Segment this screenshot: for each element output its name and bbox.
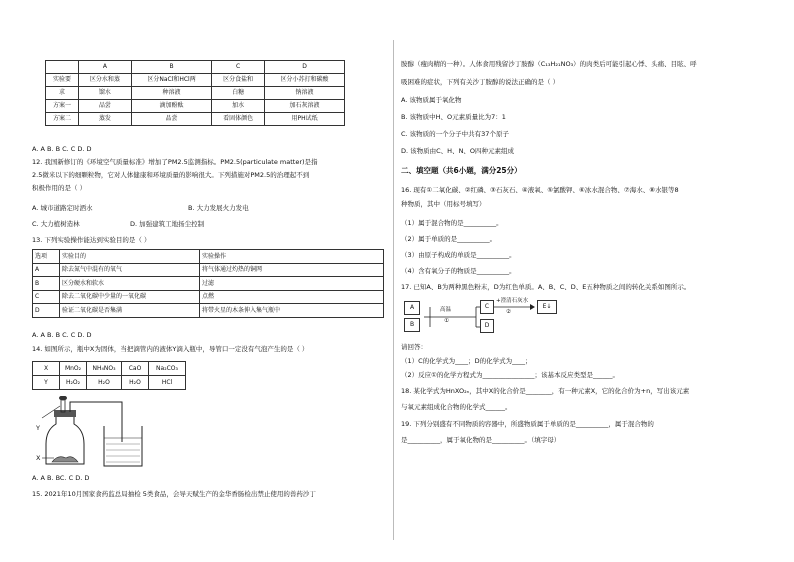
table-cell: 将气体通过灼热的铜网 bbox=[200, 263, 384, 277]
q17-after-line: 请回答： bbox=[401, 343, 427, 351]
table-cell: 实验目的 bbox=[60, 250, 200, 264]
table-row bbox=[46, 87, 345, 100]
table-cell: 除去氮气中混有的氧气 bbox=[60, 263, 200, 277]
q17-title: 17. 已知A、B为两种黑色粉末，D为红色单质。A、B、C、D、E五种物质之间的转化关系如图所示。 bbox=[401, 283, 691, 291]
table-cell: H₂O bbox=[87, 376, 122, 390]
table-cell: CaO bbox=[122, 362, 149, 376]
table-cell: 区分食盐和 bbox=[212, 74, 265, 87]
table-cell: C bbox=[212, 61, 265, 74]
table-row bbox=[46, 74, 345, 87]
table-cell: D bbox=[265, 61, 345, 74]
table-cell: H₂O₂ bbox=[60, 376, 87, 390]
table-row bbox=[33, 263, 384, 277]
q17-box-a: A bbox=[404, 301, 420, 315]
q19-line: 19. 下列分别盛有不同物质的容器中，所盛物质属于单质的是__________，属于混合物的 bbox=[401, 420, 654, 428]
q13-options: A. A B. B C. C D. D bbox=[32, 331, 92, 339]
table-cell: MnO₂ bbox=[60, 362, 87, 376]
table-cell: B bbox=[131, 61, 211, 74]
q18-line: 与氧元素组成化合物的化学式______。 bbox=[401, 403, 512, 411]
q15-option-c: C. 该物质的一个分子中共有37个原子 bbox=[401, 130, 509, 138]
q15-option-a: A. 该物质属于氧化物 bbox=[401, 96, 462, 104]
q12-option-b: B. 大力发展火力发电 bbox=[188, 204, 249, 212]
q17-box-b: B bbox=[404, 318, 420, 332]
table-cell: A bbox=[33, 263, 60, 277]
table-cell: 滴加酚酞 bbox=[131, 100, 211, 113]
q12-line: 2.5微米以下的细颗粒物，它对人体健康和环境质量的影响很大。下列措施对PM2.5的治理起不到 bbox=[32, 171, 310, 179]
table-cell: 区分NaCl和HCl两 bbox=[131, 74, 211, 87]
table-cell: 用PH试纸 bbox=[265, 113, 345, 126]
q16-line: 16. 现有①二氧化碳、②红磷、③石灰石、④液氧、⑤氯酸钾、⑥冰水混合物、⑦海水、⑧水银等8 bbox=[401, 186, 679, 194]
q14-title: 14. 如图所示，瓶中X为固体，当把滴管内的液体Y滴入瓶中，导管口一定没有气泡产生的是（ ） bbox=[32, 345, 309, 353]
table-cell: 加石灰溶液 bbox=[265, 100, 345, 113]
table-cell: X bbox=[33, 362, 60, 376]
table-cell: 方案一 bbox=[46, 100, 79, 113]
table-row bbox=[46, 100, 345, 113]
table-cell: 品尝 bbox=[131, 113, 211, 126]
table-cell: 钠溶液 bbox=[265, 87, 345, 100]
q17-after-line: （2）反应①的化学方程式为________________；该基本反应类型是______。 bbox=[401, 371, 619, 379]
table-cell: C bbox=[33, 290, 60, 304]
q17-after-line: （1）C的化学式为____；D的化学式为____； bbox=[401, 357, 532, 365]
table-cell: 白糖 bbox=[212, 87, 265, 100]
table-row bbox=[33, 376, 186, 390]
fig14-label-y: Y bbox=[36, 424, 40, 432]
table-row bbox=[33, 277, 384, 291]
q15-line-left: 15. 2021年10月国家食药监总局抽检 5类食品，会导天赋生产的金华香肠检出禁止使用的兽药沙丁 bbox=[32, 490, 316, 498]
q14-table bbox=[32, 361, 186, 390]
q16-item: （2）属于单质的是__________。 bbox=[401, 235, 497, 243]
table-cell: 实验操作 bbox=[200, 250, 384, 264]
q16-item: （4）含有氧分子的物质是__________。 bbox=[401, 267, 516, 275]
table-cell: 品尝 bbox=[79, 100, 132, 113]
q13-table bbox=[32, 249, 384, 318]
q19-line: 是__________，属于氧化物的是__________。（填字母） bbox=[401, 436, 561, 444]
table-cell: 点燃 bbox=[200, 290, 384, 304]
q17-condition-2: +澄清石灰水 bbox=[496, 298, 529, 304]
q14-options: A. A B. BC. C D. D bbox=[32, 474, 90, 482]
table-cell: 种溶液 bbox=[131, 87, 211, 100]
table-cell: 看固体颜色 bbox=[212, 113, 265, 126]
table-cell bbox=[46, 61, 79, 74]
table-cell: 区分硬水和软水 bbox=[60, 277, 200, 291]
q13-title: 13. 下列实验操作能达到实验目的是（ ） bbox=[32, 236, 151, 244]
q12-option-a: A. 城市道路定时洒水 bbox=[32, 204, 93, 212]
q11-options: A. A B. B C. C D. D bbox=[32, 145, 92, 153]
table-cell: B bbox=[33, 277, 60, 291]
table-row bbox=[33, 362, 186, 376]
q17-box-c: C bbox=[480, 300, 494, 314]
table-cell: 馏水 bbox=[79, 87, 132, 100]
table-cell: 除去二氧化碳中少量的一氧化碳 bbox=[60, 290, 200, 304]
table-row bbox=[46, 113, 345, 126]
table-cell: 选项 bbox=[33, 250, 60, 264]
table-row bbox=[33, 304, 384, 318]
q18-line: 18. 某化学式为HnXO₂ₙ，其中X的化合价是________，有一种元素X，它的化合价为+n，写出该元素 bbox=[401, 387, 690, 395]
table-cell: A bbox=[79, 61, 132, 74]
table-cell: NH₄NO₃ bbox=[87, 362, 122, 376]
q12-line: 积极作用的是（ ） bbox=[32, 184, 87, 192]
table-row bbox=[33, 290, 384, 304]
table-cell: 验证二氧化碳是否集满 bbox=[60, 304, 200, 318]
q17-box-d: D bbox=[480, 319, 494, 333]
table-cell: D bbox=[33, 304, 60, 318]
q12-option-d: D. 加强建筑工地扬尘控制 bbox=[130, 220, 205, 228]
table-cell: 区分小苏打和碳酸 bbox=[265, 74, 345, 87]
q11-table bbox=[45, 60, 345, 126]
table-cell: 求 bbox=[46, 87, 79, 100]
table-cell: 实验要 bbox=[46, 74, 79, 87]
table-cell: 加水 bbox=[212, 100, 265, 113]
q15-option-d: D. 该物质由C、H、N、O四种元素组成 bbox=[401, 147, 515, 155]
q16-item: （1）属于混合物的是__________。 bbox=[401, 219, 503, 227]
q17-step-1: ① bbox=[444, 318, 449, 324]
column-divider bbox=[393, 40, 394, 540]
q16-line: 种物质，其中（用标号填写） bbox=[401, 200, 486, 208]
table-cell: 过滤 bbox=[200, 277, 384, 291]
q17-condition-1: 高温 bbox=[440, 307, 452, 313]
section-title: 二、填空题（共6小题，满分25分） bbox=[401, 166, 522, 175]
q14-apparatus-figure bbox=[36, 396, 156, 471]
fig14-label-x: X bbox=[36, 454, 41, 462]
q12-line: 12. 我国新修订的《环境空气质量标准》增加了PM2.5监测指标。PM2.5(particulate matter)是指 bbox=[32, 158, 318, 166]
table-row bbox=[46, 61, 345, 74]
table-cell: Na₂CO₃ bbox=[149, 362, 186, 376]
table-cell: 将带火星的木条伸入集气瓶中 bbox=[200, 304, 384, 318]
q15-option-b: B. 该物质中H、O元素质量比为7：1 bbox=[401, 113, 506, 121]
table-cell: Y bbox=[33, 376, 60, 390]
table-cell: H₂O bbox=[122, 376, 149, 390]
q17-step-2: ② bbox=[506, 309, 511, 315]
table-row bbox=[33, 250, 384, 264]
table-cell: 区分水和蒸 bbox=[79, 74, 132, 87]
q15-line: 胺醇（瘦肉精的一种）。人体食用残留沙丁胺醇（C₁₃H₂₁NO₃）的肉类后可能引起心悸、头痛、目眩、呼 bbox=[401, 60, 697, 68]
q17-box-e: E↓ bbox=[537, 300, 557, 314]
table-cell: HCl bbox=[149, 376, 186, 390]
table-cell: 方案二 bbox=[46, 113, 79, 126]
q16-item: （3）由原子构成的单质是__________。 bbox=[401, 251, 516, 259]
q15-line: 吸困难的症状，下列有关沙丁胺醇的说法正确的是（ ） bbox=[401, 78, 560, 86]
q12-option-c: C. 大力植树造林 bbox=[32, 220, 80, 228]
table-cell: 蒸发 bbox=[79, 113, 132, 126]
